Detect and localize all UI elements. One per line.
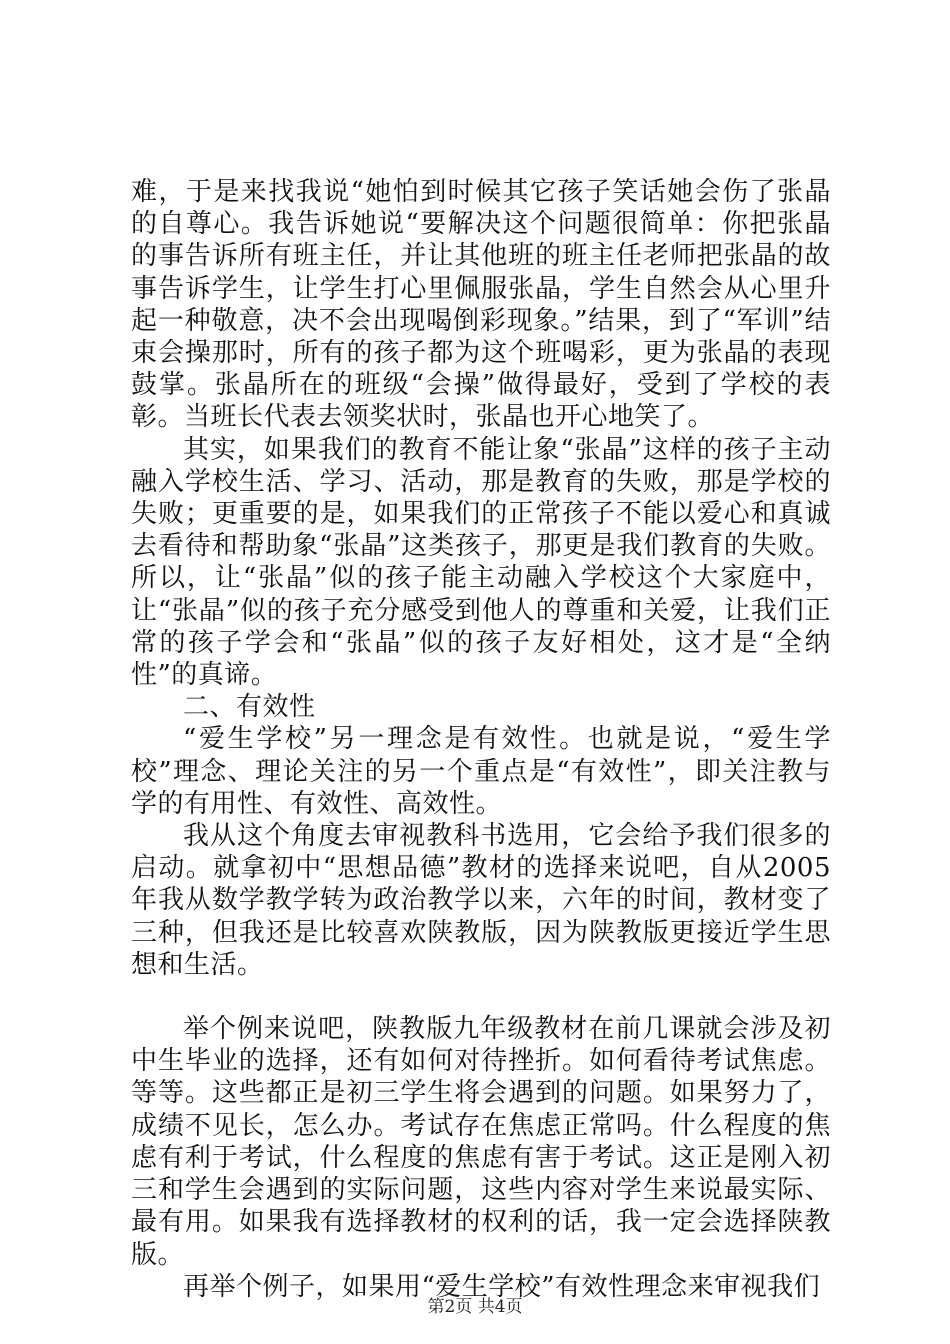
paragraph-example-two: 再举个例子，如果用“爱生学校”有效性理念来审视我们 <box>183 1271 821 1302</box>
section-heading-effectiveness: 二、有效性 <box>183 692 316 723</box>
page-number-footer: 第2页 共4页 <box>427 1297 523 1317</box>
document-body <box>131 176 831 1303</box>
paragraph-continued: 难，于是来找我说“她怕到时候其它孩子笑话她会伤了张晶的自尊心。我告诉她说“要解决这个问题很简单：你把张晶的事告诉所有班主任，并让其他班的班主任老师把张晶的故事告诉学生，让学生打心里佩服张晶，学生自然会从心里升起一种敬意，决不会出现喝倒彩现象。”结果，到了“军训”结束会操那时，所有的孩子都为这个班喝彩，更为张晶的表现鼓掌。张晶所在的班级“会操”做得最好，受到了学校的表彰。当班长代表去领奖状时，张晶也开心地笑了。 <box>131 177 831 433</box>
paragraph-inclusiveness-conclusion: 其实，如果我们的教育不能让象“张晶”这样的孩子主动融入学校生活、学习、活动，那是教育的失败，那是学校的失败；更重要的是，如果我们的正常孩子不能以爱心和真诚去看待和帮助象“张晶”这类孩子，那更是我们教育的失败。所以，让“张晶”似的孩子能主动融入学校这个大家庭中，让“张晶”似的孩子充分感受到他人的尊重和关爱，让我们正常的孩子学会和“张晶”似的孩子友好相处，这才是“全纳性”的真谛。 <box>131 434 831 691</box>
paragraph-textbook-selection: 我从这个角度去审视教科书选用，它会给予我们很多的启动。就拿初中“思想品德”教材的选择来说吧，自从2005年我从数学教学转为政治教学以来，六年的时间，教材变了三种，但我还是比较喜欢陕教版，因为陕教版更接近学生思想和生活。 <box>131 821 831 980</box>
paragraph-example-one: 举个例来说吧，陕教版九年级教材在前几课就会涉及初中生毕业的选择，还有如何对待挫折。如何看待考试焦虑。等等。这些都正是初三学生将会遇到的问题。如果努力了，成绩不见长，怎么办。考试存在焦虑正常吗。什么程度的焦虑有利于考试，什么程度的焦虑有害于考试。这正是刚入初三和学生会遇到的实际问题，这些内容对学生来说最实际、最有用。如果我有选择教材的权利的话，我一定会选择陕教版。 <box>131 1014 831 1270</box>
paragraph-effectiveness-intro: “爱生学校”另一理念是有效性。也就是说，“爱生学校”理念、理论关注的另一个重点是“有效性”，即关注教与学的有用性、有效性、高效性。 <box>131 724 831 819</box>
